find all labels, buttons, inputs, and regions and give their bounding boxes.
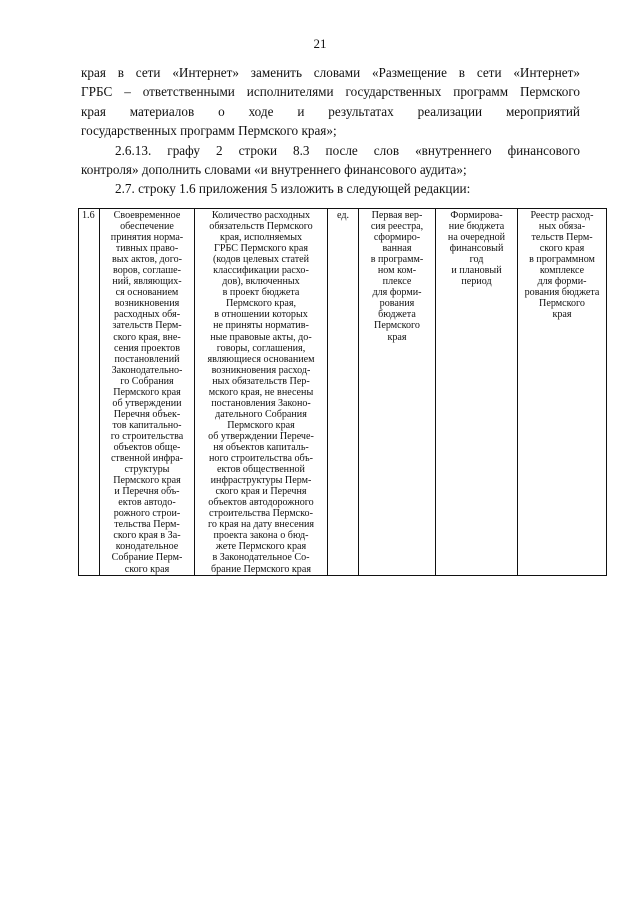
paragraph-line: ГРБС – ответственными исполнителями государственных программ Пермского <box>81 84 580 100</box>
paragraph-line: 2.7. строку 1.6 приложения 5 изложить в следующей редакции: <box>115 181 471 197</box>
appendix-table <box>78 208 607 576</box>
table-row <box>79 209 607 576</box>
page-number: 21 <box>313 36 327 51</box>
body-text <box>81 63 580 199</box>
paragraph-line: контроля» дополнить словами «и внутреннего финансового аудита»; <box>81 162 467 178</box>
paragraph-line: края в сети «Интернет» заменить словами «Размещение в сети «Интернет» <box>81 65 580 80</box>
indicator-cell: Количество расходных обязательств Пермского края, исполняемых ГРБС Пермского края (кодов целевых статей классификации расхо- дов), включенных в проект бюджета Пермского края, в отношении которых не приняты норматив- ные правовые акты, до- говоры, соглашения, являющиеся основанием возникновения расход- ных обязательств Пер- мского края, не внесены постановления Законо- дательного Собрания Пермского края об утверждении Перече- ня объектов капиталь- ного строительства объ- ектов общественной инфраструктуры Перм- ского края и Перечня объектов автодорожного строительства Пермско- го края на дату внесения проекта закона о бюд- жете Пермского края в Законодательное Со- брание Пермского края <box>195 209 328 576</box>
period-cell: Формирова- ние бюджета на очередной финансовый год и плановый период <box>436 209 518 576</box>
paragraph-line: края материалов о ходе и результатах реализации мероприятий <box>81 103 580 119</box>
row-number-cell: 1.6 <box>79 209 100 576</box>
unit-cell: ед. <box>328 209 359 576</box>
source-cell: Первая вер- сия реестра, сформиро- ванная в программ- ном ком- плексе для форми- рования бюджета Пермского края <box>359 209 436 576</box>
paragraph-line: государственных программ Пермского края»; <box>81 123 337 139</box>
measure-name-cell: Своевременное обеспечение принятия норма- тивных право- вых актов, дого- воров, соглаше- ний, являющих- ся основанием возникновения расходных обя- зательств Перм- ского края, вне- сения проектов постановлений Законодательно- го Собрания Пермского края об утверждении Перечня объек- тов капитально- го строительства объектов обще- ственной инфра- структуры Пермского края и Перечня объ- ектов автодо- рожного строи- тельства Перм- ского края в За- конодательное Собрание Перм- ского края <box>100 209 195 576</box>
paragraph-line: 2.6.13. графу 2 строки 8.3 после слов «внутреннего финансового <box>115 142 580 158</box>
document-cell: Реестр расход- ных обяза- тельств Перм- ского края в программном комплексе для форми- рования бюджета Пермского края <box>518 209 607 576</box>
